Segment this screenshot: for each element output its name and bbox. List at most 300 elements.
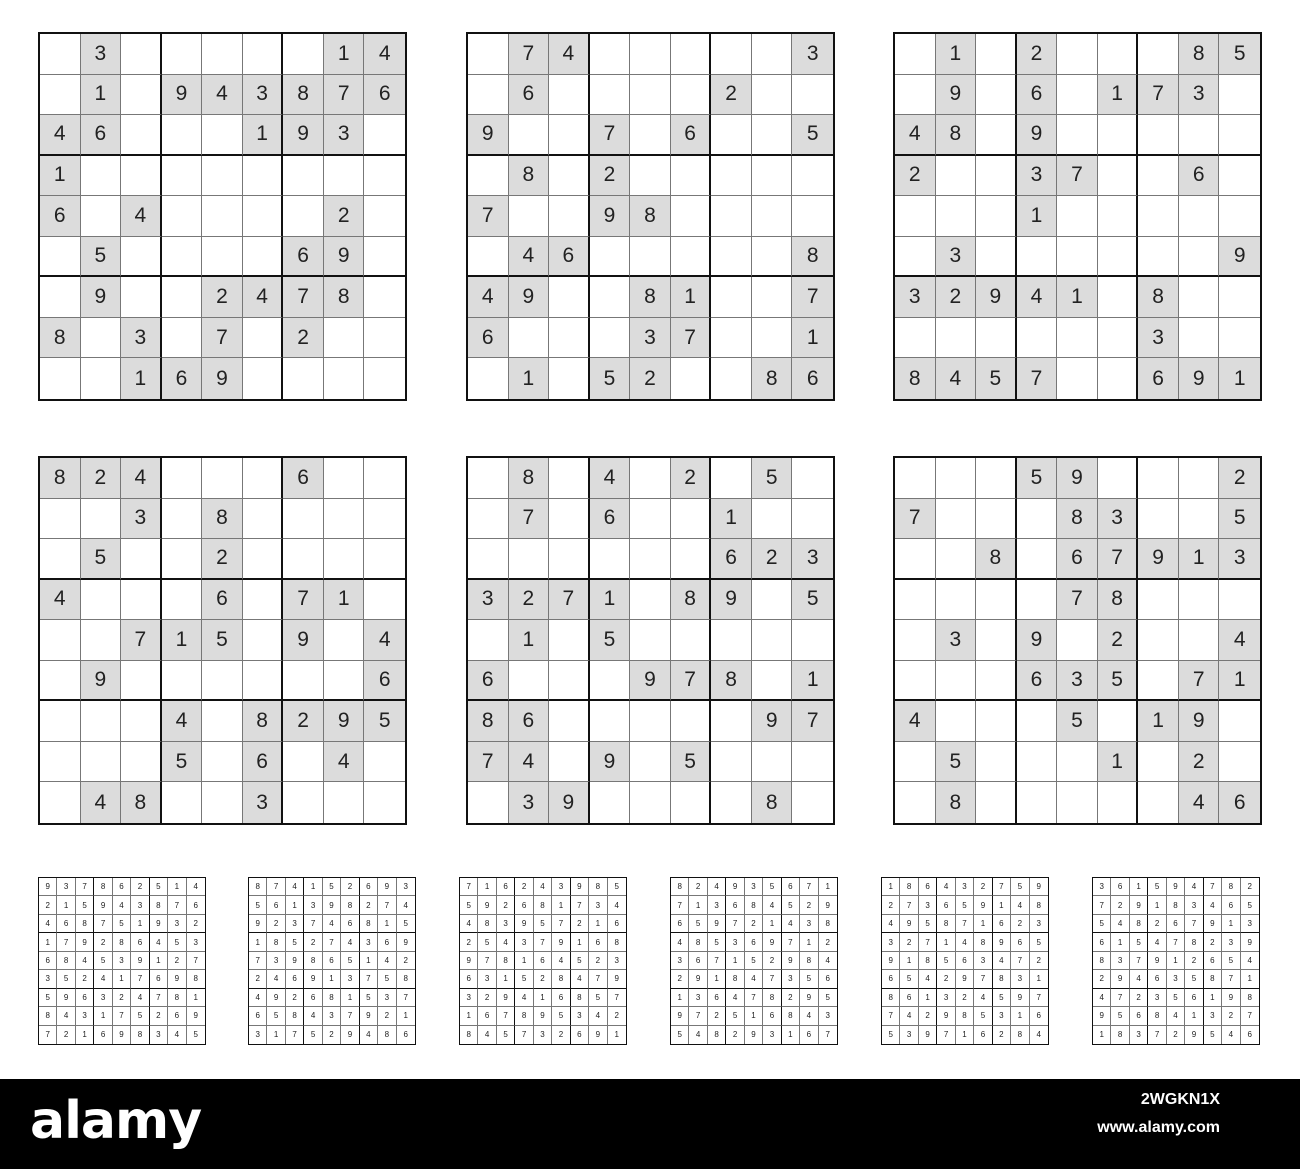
sudoku-cell: 2 bbox=[1219, 458, 1260, 499]
sudoku-cell: 9 bbox=[515, 915, 533, 933]
sudoku-cell: 1 bbox=[936, 34, 977, 75]
sudoku-cell: 5 bbox=[341, 952, 359, 970]
sudoku-cell bbox=[1017, 580, 1058, 621]
sudoku-cell: 1 bbox=[745, 1007, 763, 1025]
sudoku-cell bbox=[40, 742, 81, 783]
sudoku-cell: 8 bbox=[202, 499, 243, 540]
sudoku-cell bbox=[976, 115, 1017, 156]
sudoku-cell: 9 bbox=[1204, 915, 1222, 933]
sudoku-cell bbox=[711, 742, 752, 783]
sudoku-cell: 9 bbox=[1179, 358, 1220, 399]
sudoku-cell: 3 bbox=[323, 1007, 341, 1025]
sudoku-cell bbox=[364, 196, 405, 237]
sudoku-cell: 6 bbox=[286, 970, 304, 988]
sudoku-cell: 5 bbox=[792, 115, 833, 156]
sudoku-cell: 8 bbox=[515, 1007, 533, 1025]
sudoku-cell bbox=[40, 620, 81, 661]
sudoku-cell: 4 bbox=[689, 1026, 707, 1044]
sudoku-cell: 7 bbox=[460, 878, 478, 896]
sudoku-cell: 1 bbox=[131, 915, 149, 933]
sudoku-cell: 6 bbox=[919, 878, 937, 896]
sudoku-cell: 6 bbox=[515, 896, 533, 914]
sudoku-cell: 4 bbox=[1204, 896, 1222, 914]
sudoku-cell bbox=[283, 539, 324, 580]
sudoku-cell: 5 bbox=[39, 989, 57, 1007]
sudoku-cell: 8 bbox=[1167, 896, 1185, 914]
sudoku-cell: 6 bbox=[304, 989, 322, 1007]
sudoku-cell: 4 bbox=[608, 896, 626, 914]
sudoku-cell: 8 bbox=[800, 952, 818, 970]
sudoku-cell: 2 bbox=[936, 277, 977, 318]
sudoku-cell bbox=[630, 701, 671, 742]
sudoku-cell bbox=[895, 75, 936, 116]
sudoku-cell: 3 bbox=[819, 1007, 837, 1025]
sudoku-cell: 2 bbox=[1222, 1007, 1240, 1025]
sudoku-cell bbox=[1179, 458, 1220, 499]
sudoku-cell: 8 bbox=[882, 989, 900, 1007]
sudoku-cell: 3 bbox=[304, 896, 322, 914]
sudoku-cell: 4 bbox=[1222, 1026, 1240, 1044]
sudoku-cell bbox=[1098, 156, 1139, 197]
sudoku-cell bbox=[976, 458, 1017, 499]
sudoku-cell: 2 bbox=[360, 896, 378, 914]
sudoku-cell: 4 bbox=[708, 878, 726, 896]
sudoku-cell: 2 bbox=[187, 915, 205, 933]
sudoku-cell: 3 bbox=[121, 318, 162, 359]
sudoku-cell: 1 bbox=[121, 358, 162, 399]
sudoku-cell bbox=[792, 75, 833, 116]
sudoku-cell: 6 bbox=[900, 989, 918, 1007]
sudoku-cell bbox=[1138, 499, 1179, 540]
sudoku-cell: 8 bbox=[534, 896, 552, 914]
sudoku-cell: 5 bbox=[763, 878, 781, 896]
sudoku-cell bbox=[468, 539, 509, 580]
sudoku-cell bbox=[364, 499, 405, 540]
sudoku-cell: 2 bbox=[150, 1007, 168, 1025]
sudoku-cell: 3 bbox=[937, 989, 955, 1007]
sudoku-cell: 1 bbox=[249, 933, 267, 951]
sudoku-cell bbox=[1138, 661, 1179, 702]
sudoku-cell: 9 bbox=[552, 933, 570, 951]
sudoku-cell: 3 bbox=[936, 620, 977, 661]
sudoku-cell: 1 bbox=[900, 952, 918, 970]
sudoku-cell: 8 bbox=[283, 75, 324, 116]
sudoku-cell: 3 bbox=[726, 933, 744, 951]
sudoku-cell bbox=[1138, 237, 1179, 278]
sudoku-cell: 9 bbox=[1179, 701, 1220, 742]
sudoku-cell: 8 bbox=[39, 1007, 57, 1025]
sudoku-cell: 9 bbox=[397, 933, 415, 951]
sudoku-cell: 2 bbox=[1148, 915, 1166, 933]
sudoku-cell: 6 bbox=[534, 952, 552, 970]
sudoku-cell bbox=[364, 782, 405, 823]
sudoku-cell: 6 bbox=[131, 933, 149, 951]
sudoku-cell: 8 bbox=[1111, 1026, 1129, 1044]
sudoku-cell bbox=[1219, 742, 1260, 783]
sudoku-cell: 4 bbox=[745, 970, 763, 988]
sudoku-cell bbox=[1219, 318, 1260, 359]
sudoku-cell: 6 bbox=[956, 952, 974, 970]
sudoku-cell: 1 bbox=[1098, 75, 1139, 116]
sudoku-cell: 4 bbox=[1130, 970, 1148, 988]
sudoku-cell: 3 bbox=[57, 878, 75, 896]
sudoku-cell: 9 bbox=[150, 915, 168, 933]
sudoku-cell: 5 bbox=[1011, 878, 1029, 896]
sudoku-cell bbox=[549, 156, 590, 197]
sudoku-cell: 2 bbox=[1167, 1026, 1185, 1044]
sudoku-cell: 4 bbox=[895, 115, 936, 156]
sudoku-cell: 6 bbox=[468, 318, 509, 359]
sudoku-cell bbox=[40, 237, 81, 278]
sudoku-cell: 3 bbox=[187, 933, 205, 951]
sudoku-cell bbox=[752, 742, 793, 783]
sudoku-cell: 6 bbox=[76, 989, 94, 1007]
sudoku-cell: 7 bbox=[397, 989, 415, 1007]
sudoku-cell bbox=[752, 661, 793, 702]
sudoku-cell bbox=[162, 34, 203, 75]
sudoku-cell: 6 bbox=[882, 970, 900, 988]
sudoku-cell: 5 bbox=[1098, 661, 1139, 702]
sudoku-cell: 9 bbox=[1148, 952, 1166, 970]
sudoku-cell: 4 bbox=[286, 878, 304, 896]
sudoku-cell: 9 bbox=[819, 896, 837, 914]
sudoku-cell: 4 bbox=[1167, 1007, 1185, 1025]
sudoku-cell bbox=[40, 75, 81, 116]
sudoku-cell: 9 bbox=[937, 1007, 955, 1025]
sudoku-cell bbox=[162, 115, 203, 156]
sudoku-cell: 6 bbox=[552, 989, 570, 1007]
sudoku-cell: 3 bbox=[895, 277, 936, 318]
sudoku-cell: 5 bbox=[589, 989, 607, 1007]
sudoku-cell: 6 bbox=[460, 970, 478, 988]
sudoku-cell bbox=[81, 742, 122, 783]
sudoku-cell: 3 bbox=[286, 915, 304, 933]
sudoku-cell bbox=[1057, 115, 1098, 156]
sudoku-cell bbox=[549, 742, 590, 783]
sudoku-cell: 1 bbox=[324, 34, 365, 75]
sudoku-cell bbox=[895, 782, 936, 823]
sudoku-cell: 4 bbox=[364, 34, 405, 75]
sudoku-cell bbox=[976, 75, 1017, 116]
sudoku-cell: 8 bbox=[671, 878, 689, 896]
sudoku-cell bbox=[752, 34, 793, 75]
sudoku-cell: 8 bbox=[378, 1026, 396, 1044]
sudoku-cell: 8 bbox=[956, 1007, 974, 1025]
sudoku-cell bbox=[364, 277, 405, 318]
sudoku-cell: 5 bbox=[193, 1030, 198, 1040]
sudoku-cell: 7 bbox=[792, 701, 833, 742]
sudoku-cell: 7 bbox=[571, 896, 589, 914]
sudoku-cell bbox=[895, 237, 936, 278]
sudoku-cell: 3 bbox=[121, 499, 162, 540]
sudoku-cell: 8 bbox=[478, 915, 496, 933]
sudoku-cell bbox=[121, 277, 162, 318]
sudoku-cell: 2 bbox=[534, 970, 552, 988]
sudoku-cell bbox=[549, 499, 590, 540]
sudoku-cell bbox=[590, 277, 631, 318]
sudoku-cell bbox=[936, 458, 977, 499]
sudoku-cell: 2 bbox=[39, 896, 57, 914]
sudoku-cell: 5 bbox=[708, 933, 726, 951]
sudoku-cell: 3 bbox=[1030, 915, 1048, 933]
sudoku-cell: 6 bbox=[1093, 933, 1111, 951]
sudoku-cell: 3 bbox=[515, 933, 533, 951]
sudoku-cell: 5 bbox=[1167, 989, 1185, 1007]
sudoku-cell bbox=[243, 620, 284, 661]
sudoku-cell: 8 bbox=[324, 277, 365, 318]
sudoku-cell: 1 bbox=[478, 878, 496, 896]
sudoku-cell: 1 bbox=[397, 1007, 415, 1025]
sudoku-cell: 7 bbox=[726, 915, 744, 933]
sudoku-cell: 8 bbox=[752, 358, 793, 399]
sudoku-cell: 6 bbox=[1111, 878, 1129, 896]
sudoku-cell bbox=[162, 458, 203, 499]
solution-grid-1 bbox=[38, 877, 206, 1045]
sudoku-cell: 5 bbox=[1030, 933, 1048, 951]
sudoku-cell bbox=[671, 156, 712, 197]
sudoku-cell bbox=[711, 156, 752, 197]
sudoku-cell: 7 bbox=[39, 1026, 57, 1044]
sudoku-cell: 5 bbox=[460, 896, 478, 914]
sudoku-cell: 1 bbox=[286, 896, 304, 914]
sudoku-cell: 8 bbox=[819, 915, 837, 933]
sudoku-cell bbox=[1057, 237, 1098, 278]
sudoku-cell: 5 bbox=[378, 970, 396, 988]
sudoku-cell: 5 bbox=[267, 1007, 285, 1025]
sudoku-cell: 7 bbox=[956, 915, 974, 933]
sudoku-cell: 1 bbox=[1017, 196, 1058, 237]
sudoku-cell bbox=[1098, 277, 1139, 318]
sudoku-cell: 2 bbox=[304, 933, 322, 951]
sudoku-cell bbox=[1017, 318, 1058, 359]
sudoku-cell bbox=[509, 661, 550, 702]
sudoku-cell bbox=[202, 156, 243, 197]
sudoku-cell: 2 bbox=[763, 952, 781, 970]
sudoku-cell: 1 bbox=[168, 878, 186, 896]
sudoku-cell: 7 bbox=[323, 933, 341, 951]
sudoku-cell: 5 bbox=[956, 896, 974, 914]
sudoku-cell: 7 bbox=[608, 989, 626, 1007]
sudoku-cell: 9 bbox=[249, 915, 267, 933]
sudoku-cell: 3 bbox=[360, 933, 378, 951]
sudoku-cell: 5 bbox=[478, 933, 496, 951]
sudoku-cell: 1 bbox=[1011, 1007, 1029, 1025]
sudoku-cell bbox=[468, 620, 509, 661]
sudoku-cell bbox=[792, 782, 833, 823]
sudoku-cell bbox=[1219, 277, 1260, 318]
sudoku-cell: 7 bbox=[745, 989, 763, 1007]
sudoku-cell bbox=[590, 701, 631, 742]
sudoku-cell: 2 bbox=[515, 878, 533, 896]
sudoku-cell bbox=[936, 661, 977, 702]
sudoku-cell bbox=[1098, 115, 1139, 156]
sudoku-cell bbox=[243, 358, 284, 399]
sudoku-cell: 5 bbox=[882, 1026, 900, 1044]
sudoku-cell: 9 bbox=[283, 115, 324, 156]
sudoku-cell: 5 bbox=[364, 701, 405, 742]
footer-banner bbox=[0, 1079, 1300, 1169]
sudoku-cell: 9 bbox=[1241, 933, 1259, 951]
sudoku-cell: 4 bbox=[94, 970, 112, 988]
sudoku-cell bbox=[162, 499, 203, 540]
sudoku-cell: 5 bbox=[752, 458, 793, 499]
sudoku-cell: 2 bbox=[671, 970, 689, 988]
sudoku-cell: 8 bbox=[711, 661, 752, 702]
sudoku-cell: 9 bbox=[497, 989, 515, 1007]
sudoku-cell bbox=[549, 539, 590, 580]
sudoku-cell: 5 bbox=[113, 915, 131, 933]
sudoku-cell: 9 bbox=[168, 970, 186, 988]
solution-grid-6 bbox=[1092, 877, 1260, 1045]
sudoku-cell bbox=[468, 75, 509, 116]
sudoku-cell: 1 bbox=[243, 115, 284, 156]
sudoku-cell bbox=[752, 620, 793, 661]
sudoku-cell: 4 bbox=[1011, 896, 1029, 914]
sudoku-cell: 6 bbox=[81, 115, 122, 156]
sudoku-cell: 7 bbox=[671, 318, 712, 359]
sudoku-cell bbox=[1138, 196, 1179, 237]
sudoku-cell: 3 bbox=[1093, 878, 1111, 896]
sudoku-cell: 7 bbox=[895, 499, 936, 540]
sudoku-cell bbox=[1057, 318, 1098, 359]
sudoku-cell bbox=[1098, 782, 1139, 823]
sudoku-cell: 2 bbox=[919, 1007, 937, 1025]
sudoku-cell: 7 bbox=[1204, 878, 1222, 896]
sudoku-cell: 6 bbox=[1167, 915, 1185, 933]
sudoku-cell: 9 bbox=[900, 915, 918, 933]
sudoku-cell: 7 bbox=[763, 970, 781, 988]
sudoku-cell: 3 bbox=[1057, 661, 1098, 702]
sudoku-cell: 6 bbox=[168, 1007, 186, 1025]
sudoku-cell: 1 bbox=[150, 952, 168, 970]
sudoku-cell bbox=[1017, 237, 1058, 278]
sudoku-cell: 2 bbox=[782, 989, 800, 1007]
sudoku-cell: 2 bbox=[286, 989, 304, 1007]
sudoku-cell bbox=[895, 742, 936, 783]
sudoku-cell: 6 bbox=[689, 952, 707, 970]
sudoku-cell: 1 bbox=[40, 156, 81, 197]
sudoku-cell bbox=[792, 620, 833, 661]
sudoku-cell: 9 bbox=[131, 952, 149, 970]
sudoku-cell bbox=[243, 34, 284, 75]
sudoku-cell: 8 bbox=[121, 782, 162, 823]
sudoku-cell: 6 bbox=[608, 915, 626, 933]
sudoku-cell: 7 bbox=[1030, 989, 1048, 1007]
sudoku-cell: 3 bbox=[671, 952, 689, 970]
puzzle-grid-4 bbox=[38, 456, 407, 825]
sudoku-cell: 5 bbox=[323, 878, 341, 896]
sudoku-cell: 5 bbox=[1111, 1007, 1129, 1025]
sudoku-cell: 1 bbox=[882, 878, 900, 896]
sudoku-cell: 6 bbox=[1247, 1030, 1252, 1040]
sudoku-cell: 3 bbox=[150, 1026, 168, 1044]
sudoku-cell: 6 bbox=[267, 896, 285, 914]
sudoku-cell bbox=[1057, 34, 1098, 75]
sudoku-cell: 9 bbox=[94, 896, 112, 914]
sudoku-cell: 4 bbox=[162, 701, 203, 742]
sudoku-cell: 8 bbox=[936, 782, 977, 823]
sudoku-cell: 2 bbox=[1093, 970, 1111, 988]
sudoku-cell: 4 bbox=[895, 701, 936, 742]
sudoku-cell: 6 bbox=[819, 970, 837, 988]
sudoku-cell bbox=[81, 318, 122, 359]
sudoku-cell: 4 bbox=[819, 952, 837, 970]
sudoku-cell: 3 bbox=[497, 915, 515, 933]
sudoku-cell: 9 bbox=[976, 277, 1017, 318]
sudoku-cell: 7 bbox=[497, 1007, 515, 1025]
sudoku-cell: 4 bbox=[534, 878, 552, 896]
sudoku-cell: 6 bbox=[792, 358, 833, 399]
sudoku-cell bbox=[1179, 196, 1220, 237]
sudoku-cell bbox=[549, 277, 590, 318]
sudoku-cell bbox=[364, 115, 405, 156]
sudoku-cell: 2 bbox=[341, 878, 359, 896]
sudoku-cell: 3 bbox=[689, 989, 707, 1007]
sudoku-cell: 9 bbox=[76, 933, 94, 951]
sudoku-cell: 1 bbox=[1148, 896, 1166, 914]
sudoku-cell bbox=[976, 34, 1017, 75]
sudoku-cell bbox=[711, 115, 752, 156]
sudoku-cell: 7 bbox=[792, 277, 833, 318]
sudoku-cell bbox=[243, 539, 284, 580]
sudoku-cell: 8 bbox=[460, 1026, 478, 1044]
sudoku-cell bbox=[324, 156, 365, 197]
sudoku-cell bbox=[283, 661, 324, 702]
sudoku-cell bbox=[40, 661, 81, 702]
sudoku-cell bbox=[202, 196, 243, 237]
sudoku-cell: 8 bbox=[243, 701, 284, 742]
sudoku-cell: 7 bbox=[1130, 952, 1148, 970]
sudoku-cell bbox=[711, 277, 752, 318]
sudoku-cell: 6 bbox=[589, 933, 607, 951]
sudoku-cell: 1 bbox=[1219, 661, 1260, 702]
sudoku-cell: 5 bbox=[937, 952, 955, 970]
sudoku-cell: 6 bbox=[974, 1026, 992, 1044]
sudoku-cell: 1 bbox=[304, 878, 322, 896]
sudoku-cell: 2 bbox=[509, 580, 550, 621]
sudoku-cell bbox=[1138, 458, 1179, 499]
sudoku-cell: 5 bbox=[1185, 970, 1203, 988]
sudoku-cell: 2 bbox=[131, 878, 149, 896]
sudoku-cell: 3 bbox=[763, 1026, 781, 1044]
sudoku-cell: 4 bbox=[590, 458, 631, 499]
sudoku-cell: 7 bbox=[150, 989, 168, 1007]
sudoku-cell: 2 bbox=[460, 933, 478, 951]
sudoku-cell: 9 bbox=[882, 952, 900, 970]
sudoku-cell: 4 bbox=[81, 782, 122, 823]
sudoku-cell bbox=[243, 237, 284, 278]
sudoku-cell: 3 bbox=[509, 782, 550, 823]
sudoku-cell: 8 bbox=[131, 1026, 149, 1044]
sudoku-cell: 3 bbox=[267, 952, 285, 970]
sudoku-cell: 1 bbox=[552, 896, 570, 914]
sudoku-cell bbox=[121, 661, 162, 702]
sudoku-cell: 2 bbox=[249, 970, 267, 988]
sudoku-cell: 8 bbox=[1241, 989, 1259, 1007]
sudoku-cell: 7 bbox=[1057, 580, 1098, 621]
sudoku-cell bbox=[630, 156, 671, 197]
sudoku-cell: 6 bbox=[378, 933, 396, 951]
sudoku-cell bbox=[752, 499, 793, 540]
sudoku-cell bbox=[671, 539, 712, 580]
sudoku-cell bbox=[468, 358, 509, 399]
sudoku-cell: 8 bbox=[1222, 878, 1240, 896]
sudoku-cell: 6 bbox=[249, 1007, 267, 1025]
sudoku-cell: 9 bbox=[1138, 539, 1179, 580]
sudoku-cell: 3 bbox=[113, 952, 131, 970]
sudoku-cell: 5 bbox=[590, 358, 631, 399]
sudoku-cell: 8 bbox=[792, 237, 833, 278]
